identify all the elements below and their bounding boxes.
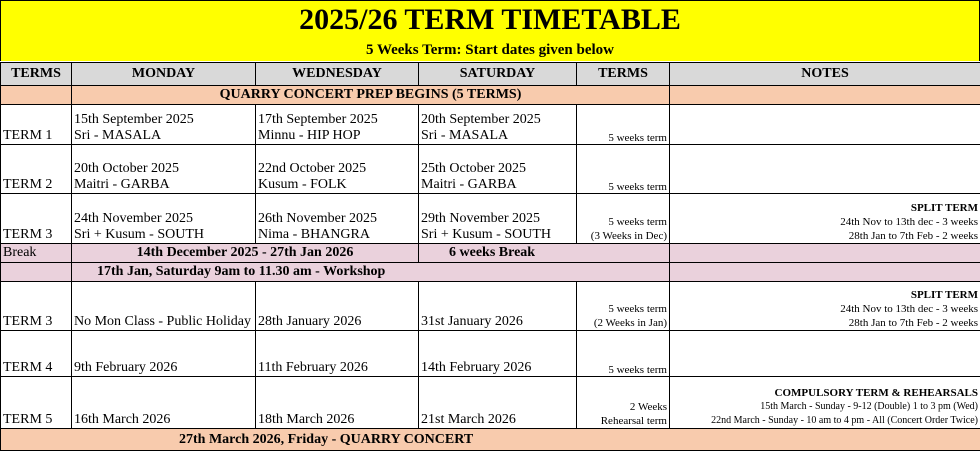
term-length	[577, 194, 670, 244]
term-row	[1, 194, 980, 244]
term-label: TERM 5	[1, 377, 72, 429]
note-line: 28th Jan to 7th Feb - 2 weeks	[848, 317, 978, 329]
class-date: 15th September 2025	[74, 112, 194, 127]
note-line: 22nd March - Sunday - 10 am to 4 pm - All (Concert Order Twice)	[711, 415, 978, 426]
note-line: 24th Nov to 13th dec - 3 weeks	[840, 303, 978, 315]
monday-cell: No Mon Class - Public Holiday	[72, 282, 256, 331]
class-date: 20th October 2025	[74, 161, 179, 176]
term-label: TERM 4	[1, 331, 72, 377]
notes-cell	[670, 282, 980, 331]
wednesday-cell: 28th January 2026	[256, 282, 419, 331]
notes-cell	[670, 377, 980, 429]
band-cell	[670, 86, 980, 105]
term-length: 5 weeks term	[577, 331, 670, 377]
class-date: 20th September 2025	[421, 112, 541, 127]
class-name: Sri + Kusum - SOUTH	[421, 227, 552, 242]
term-length	[577, 377, 670, 429]
monday-cell: 9th February 2026	[72, 331, 256, 377]
saturday-cell	[419, 145, 577, 194]
concert-row	[1, 429, 980, 451]
term-length: 5 weeks term	[577, 105, 670, 145]
workshop-band: 17th Jan, Saturday 9am to 11.30 am - Workshop	[72, 263, 670, 282]
saturday-cell: 31st January 2026	[419, 282, 577, 331]
class-date: 25th October 2025	[421, 161, 526, 176]
header-terms-length: TERMS	[577, 63, 670, 86]
workshop-row	[1, 263, 980, 282]
term-length	[577, 282, 670, 331]
term-label: TERM 2	[1, 145, 72, 194]
term-row	[1, 331, 980, 377]
monday-cell	[72, 105, 256, 145]
header-row	[1, 63, 980, 86]
band-cell	[1, 263, 72, 282]
term-length-note: (3 Weeks in Dec)	[590, 230, 667, 242]
band-cell	[670, 263, 980, 282]
class-name: Minnu - HIP HOP	[258, 128, 361, 143]
term-length: 5 weeks term	[577, 145, 670, 194]
monday-cell	[72, 194, 256, 244]
term-label: TERM 3	[1, 282, 72, 331]
wednesday-cell: 18th March 2026	[256, 377, 419, 429]
class-date: 17th September 2025	[258, 112, 378, 127]
header-monday: MONDAY	[72, 63, 256, 86]
notes-cell	[670, 331, 980, 377]
header-saturday: SATURDAY	[419, 63, 577, 86]
class-name: Maitri - GARBA	[421, 177, 517, 192]
notes-cell	[670, 145, 980, 194]
term-length-text: 5 weeks term	[608, 303, 667, 315]
term-row	[1, 377, 980, 429]
class-name: Maitri - GARBA	[74, 177, 170, 192]
page-subtitle: 5 Weeks Term: Start dates given below	[0, 39, 980, 61]
band-cell	[670, 244, 980, 263]
class-date: 22nd October 2025	[258, 161, 367, 176]
header-terms: TERMS	[1, 63, 72, 86]
wednesday-cell: 11th February 2026	[256, 331, 419, 377]
monday-cell	[72, 145, 256, 194]
saturday-cell	[419, 194, 577, 244]
wednesday-cell	[256, 105, 419, 145]
class-date: 29th November 2025	[421, 211, 540, 226]
term-row	[1, 282, 980, 331]
notes-cell	[670, 194, 980, 244]
class-name: Kusum - FOLK	[258, 177, 347, 192]
header-notes: NOTES	[670, 63, 980, 86]
break-row	[1, 244, 980, 263]
wednesday-cell	[256, 145, 419, 194]
break-range: 14th December 2025 - 27th Jan 2026	[72, 244, 419, 263]
class-name: Sri - MASALA	[74, 128, 162, 143]
notes-cell	[670, 105, 980, 145]
quarry-prep-row	[1, 86, 980, 105]
term-label: TERM 1	[1, 105, 72, 145]
note-heading: SPLIT TERM	[910, 202, 978, 214]
monday-cell: 16th March 2026	[72, 377, 256, 429]
saturday-cell: 21st March 2026	[419, 377, 577, 429]
class-name: Nima - BHANGRA	[258, 227, 370, 242]
break-weeks: 6 weeks Break	[419, 244, 670, 263]
note-line: 24th Nov to 13th dec - 3 weeks	[840, 216, 978, 228]
term-row	[1, 105, 980, 145]
term-row	[1, 145, 980, 194]
class-date: 24th November 2025	[74, 211, 193, 226]
timetable-grid	[0, 62, 980, 451]
term-length-text: 2 Weeks	[629, 401, 667, 413]
term-label: TERM 3	[1, 194, 72, 244]
saturday-cell: 14th February 2026	[419, 331, 577, 377]
note-heading: SPLIT TERM	[910, 289, 978, 301]
break-label: Break	[1, 244, 72, 263]
quarry-prep-band: QUARRY CONCERT PREP BEGINS (5 TERMS)	[72, 86, 670, 105]
header-wednesday: WEDNESDAY	[256, 63, 419, 86]
note-heading: COMPULSORY TERM & REHEARSALS	[774, 387, 978, 399]
class-date: 26th November 2025	[258, 211, 377, 226]
term-length-note: Rehearsal term	[600, 415, 667, 427]
class-name: Sri - MASALA	[421, 128, 509, 143]
page-title: 2025/26 TERM TIMETABLE	[0, 0, 980, 40]
note-line: 15th March - Sunday - 9-12 (Double) 1 to 3 pm (Wed)	[760, 401, 978, 412]
class-name: Sri + Kusum - SOUTH	[74, 227, 205, 242]
concert-band: 27th March 2026, Friday - QUARRY CONCERT	[1, 429, 980, 451]
note-line: 28th Jan to 7th Feb - 2 weeks	[848, 230, 978, 242]
term-length-note: (2 Weeks in Jan)	[593, 317, 667, 329]
saturday-cell	[419, 105, 577, 145]
wednesday-cell	[256, 194, 419, 244]
band-cell	[1, 86, 72, 105]
term-length-text: 5 weeks term	[608, 216, 667, 228]
